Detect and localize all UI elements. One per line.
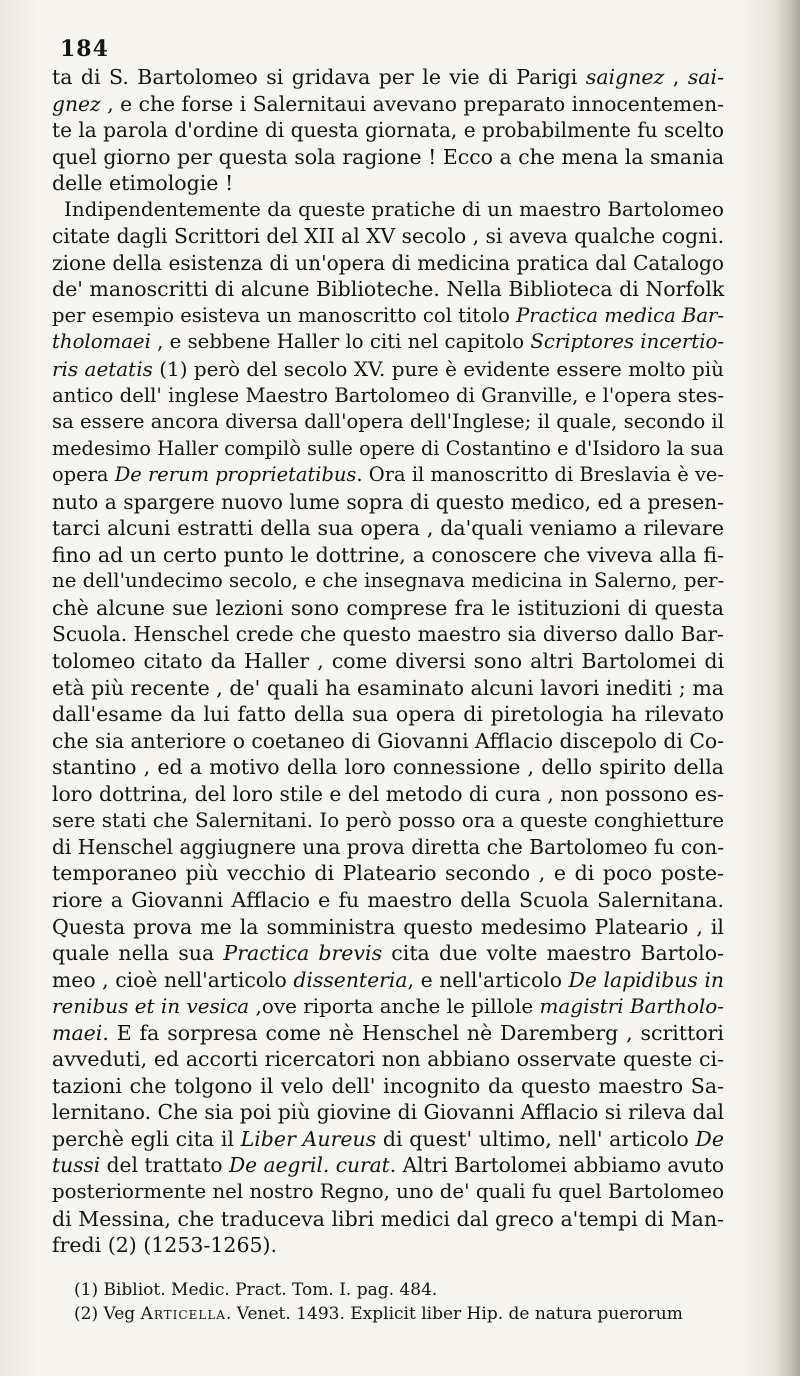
text-line: loro dottrina, del loro stile e del metodo di cura , non possono es- (52, 781, 724, 806)
text-line: antico dell' inglese Maestro Bartolomeo di Granville, e l'opera stes- (52, 383, 724, 407)
text-line: nuto a spargere nuovo lume sopra di questo medico, ed a presen- (52, 489, 724, 514)
text-line: lernitano. Che sia poi più giovine di Giovanni Afflacio si rileva dal (52, 1100, 724, 1125)
text-line: riore a Giovanni Afflacio e fu maestro della Scuola Salernitana. (52, 887, 724, 912)
text-line: maei. E fa sorpresa come nè Henschel nè Daremberg , scrittori (52, 1020, 724, 1045)
text-line: tazioni che tolgono il velo dell' incognito da questo maestro Sa- (52, 1073, 724, 1098)
page-gutter-shadow (774, 0, 800, 1376)
text-line: stantino , ed a motivo della loro connessione , dello spirito della (52, 755, 724, 780)
text-line: ris aetatis (1) però del secolo XV. pure è evidente essere molto più (52, 357, 725, 382)
text-line: ne dell'undecimo secolo, e che insegnava medicina in Salerno, per- (52, 569, 725, 593)
text-line: chè alcune sue lezioni sono comprese fra le istituzioni di questa (52, 595, 724, 620)
text-line: fredi (2) (1253-1265). (52, 1233, 278, 1258)
text-line: perchè egli cita il Liber Aureus di quest' ultimo, nell' articolo De (52, 1126, 724, 1151)
text-line: medesimo Haller compilò sulle opere di Costantino e d'Isidoro la sua (52, 436, 724, 460)
text-line: ta di S. Bartolomeo si gridava per le vie di Parigi saignez , sai- (52, 65, 724, 89)
text-line: posteriormente nel nostro Regno, uno de' quali fu quel Bartolomeo (52, 1179, 724, 1203)
text-line: sa essere ancora diversa dall'opera dell'Inglese; il quale, secondo il (52, 410, 724, 434)
text-line: dall'esame da lui fatto della sua opera di piretologia ha rilevato (52, 702, 724, 727)
text-line: di Henschel aggiugnere una prova diretta che Bartolomeo fu con- (52, 834, 724, 859)
text-line: de' manoscritti di alcune Biblioteche. Nella Biblioteca di Norfolk (52, 277, 725, 302)
text-line: Scuola. Henschel crede che questo maestro sia diverso dallo Bar- (52, 622, 724, 647)
text-line: avveduti, ed accorti ricercatori non abbiano osservate queste ci- (52, 1047, 724, 1072)
text-line: età più recente , de' quali ha esaminato alcuni lavori inediti ; ma (52, 675, 724, 700)
text-line: sere stati che Salernitani. Io però posso ora a queste conghietture (52, 808, 724, 833)
text-line: zione della esistenza di un'opera di medicina pratica dal Catalogo (52, 250, 724, 275)
footnotes (74, 1278, 724, 1326)
text-line: Indipendentemente da queste pratiche di un maestro Bartolomeo (64, 197, 724, 221)
text-line: per esempio esisteva un manoscritto col titolo Practica medica Bar- (52, 303, 724, 327)
footnote: (2) Veg Articella. Venet. 1493. Explicit liber Hip. de natura puerorum (74, 1304, 683, 1324)
body-text (52, 64, 724, 1259)
page-number: 184 (60, 36, 109, 62)
text-line: tarci alcuni estratti della sua opera , da'quali veniamo a rilevare (52, 516, 724, 541)
text-line: quel giorno per questa sola ragione ! Ecco a che mena la smania (52, 144, 724, 169)
text-line: Questa prova me la somministra questo medesimo Plateario , il (52, 914, 724, 939)
text-line: delle etimologie ! (52, 171, 234, 196)
text-line: di Messina, che traduceva libri medici dal greco a'tempi di Man- (52, 1206, 724, 1231)
text-line: tolomeo citato da Haller , come diversi sono altri Bartolomei di (52, 649, 724, 674)
text-line: tholomaei , e sebbene Haller lo citi nel capitolo Scriptores incertio- (52, 330, 724, 354)
text-line: quale nella sua Practica brevis cita due volte maestro Bartolo- (52, 941, 724, 966)
text-line: che sia anteriore o coetaneo di Giovanni Afflacio discepolo di Co- (52, 728, 725, 753)
text-line: te la parola d'ordine di questa giornata, e probabilmente fu scelto (52, 118, 724, 143)
text-line: opera De rerum proprietatibus. Ora il manoscritto di Breslavia è ve- (52, 463, 724, 487)
footnote: (1) Bibliot. Medic. Pract. Tom. I. pag. 484. (74, 1280, 438, 1300)
text-line: tussi del trattato De aegril. curat. Altri Bartolomei abbiamo avuto (52, 1153, 724, 1178)
text-line: meo , cioè nell'articolo dissenteria, e nell'articolo De lapidibus in (52, 967, 724, 992)
text-line: citate dagli Scrittori del XII al XV secolo , si aveva qualche cogni. (52, 224, 725, 249)
text-line: temporaneo più vecchio di Plateario secondo , e di poco poste- (52, 861, 724, 886)
text-line: fino ad un certo punto le dottrine, a conoscere che viveva alla fi- (52, 542, 724, 567)
text-line: gnez , e che forse i Salernitaui avevano preparato innocentemen- (52, 91, 724, 116)
text-line: renibus et in vesica ,ove riporta anche le pillole magistri Bartholo- (52, 994, 724, 1019)
